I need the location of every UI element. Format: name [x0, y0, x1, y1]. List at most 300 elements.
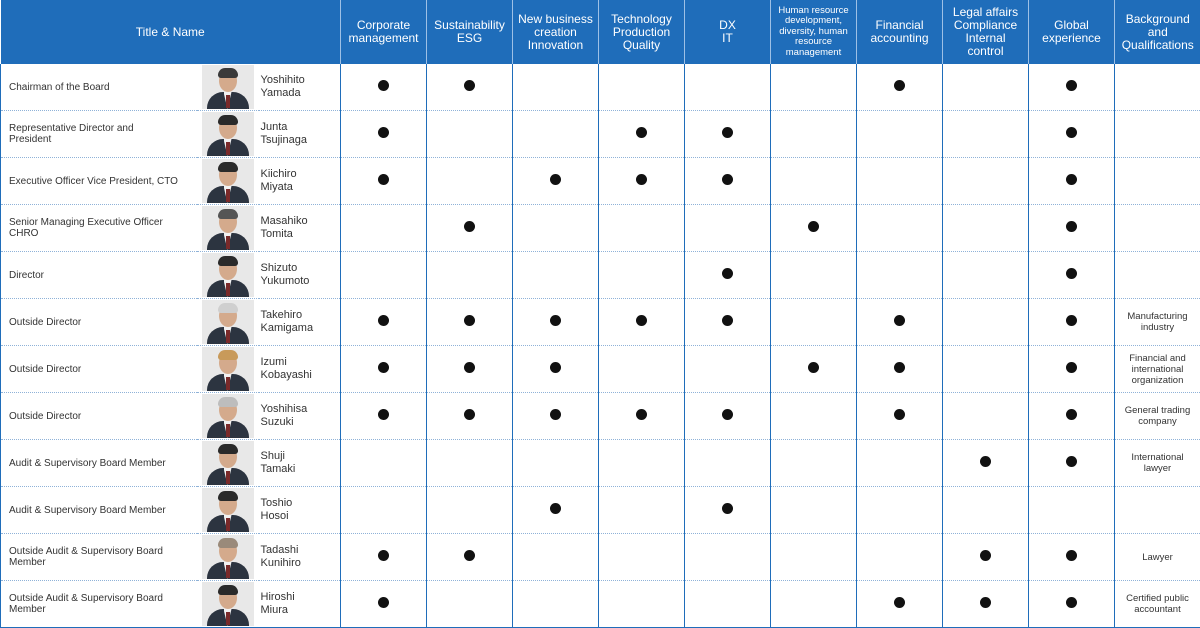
text-line: Miyata [260, 181, 293, 193]
skill-cell [427, 487, 513, 534]
portrait-hair [218, 585, 238, 595]
skill-cell [943, 252, 1029, 299]
portrait-tie [226, 565, 230, 578]
skill-dot-icon [1066, 597, 1077, 608]
skill-cell [427, 534, 513, 581]
skill-dot-icon [464, 362, 475, 373]
member-name [259, 440, 341, 487]
text-line: accounting [870, 31, 929, 45]
text-line: lawyer [1143, 463, 1172, 474]
text-line: Suzuki [260, 416, 294, 428]
skill-dot-icon [636, 127, 647, 138]
background-qualifications [1115, 393, 1200, 440]
skill-dot-icon [378, 315, 389, 326]
portrait-hair [218, 350, 238, 360]
skill-cell [599, 346, 685, 393]
skill-cell [771, 205, 857, 252]
skill-cell [857, 487, 943, 534]
skill-dot-icon [722, 409, 733, 420]
skill-cell [427, 346, 513, 393]
portrait-hair [218, 444, 238, 454]
text-line: Izumi [260, 356, 287, 368]
text-line: Outside Audit & Supervisory Board [9, 593, 163, 604]
skill-dot-icon [808, 221, 819, 232]
text-line: Audit & Supervisory Board Member [9, 504, 166, 516]
member-photo-cell [197, 487, 259, 534]
member-photo-cell [197, 252, 259, 299]
text-line: Chairman of the Board [9, 81, 110, 93]
table-row [1, 299, 1200, 346]
text-line: Tamaki [260, 463, 296, 475]
skill-cell [427, 581, 513, 628]
skill-cell [857, 534, 943, 581]
skill-dot-icon [464, 221, 475, 232]
skill-cell [943, 111, 1029, 158]
text-line: IT [722, 31, 733, 45]
text-line: New business [518, 11, 593, 26]
skill-cell [857, 393, 943, 440]
skill-cell [943, 158, 1029, 205]
text-line: Shizuto [260, 262, 298, 274]
member-title [1, 393, 197, 440]
skill-dot-icon [1066, 362, 1077, 373]
skill-cell [427, 393, 513, 440]
skill-dot-icon [980, 597, 991, 608]
skill-dot-icon [1066, 268, 1077, 279]
text-line: Representative Director and [9, 123, 134, 134]
member-title [1, 205, 197, 252]
skill-cell [857, 111, 943, 158]
text-line: Legal affairs [952, 5, 1019, 19]
text-line: Outside Director [9, 410, 82, 422]
skill-cell [513, 393, 599, 440]
skill-cell [341, 252, 427, 299]
member-portrait [202, 65, 254, 109]
table-row [1, 393, 1200, 440]
skill-dot-icon [464, 315, 475, 326]
skill-cell [341, 299, 427, 346]
skill-cell [513, 299, 599, 346]
skill-dot-icon [636, 315, 647, 326]
portrait-hair [218, 115, 238, 125]
portrait-tie [226, 236, 230, 249]
skill-cell [943, 393, 1029, 440]
skill-cell [857, 158, 943, 205]
skill-dot-icon [1066, 456, 1077, 467]
member-title [1, 64, 197, 111]
matrix-body [1, 64, 1200, 628]
text-line: Quality [622, 37, 661, 52]
skill-dot-icon [464, 80, 475, 91]
table-row [1, 158, 1200, 205]
skill-dot-icon [1066, 174, 1077, 185]
portrait-hair [218, 209, 238, 219]
skill-dot-icon [550, 409, 561, 420]
skill-cell [1029, 158, 1115, 205]
skill-dot-icon [378, 550, 389, 561]
skill-cell [685, 581, 771, 628]
background-qualifications [1115, 534, 1200, 581]
text-line: General trading [1124, 405, 1191, 416]
skill-cell [341, 111, 427, 158]
text-line: Innovation [527, 37, 584, 52]
text-line: Financial and [1129, 352, 1186, 364]
portrait-tie [226, 471, 230, 484]
member-name [259, 158, 341, 205]
text-line: international [1131, 363, 1184, 375]
skill-column-header [341, 0, 427, 64]
skill-cell [771, 440, 857, 487]
portrait-hair [218, 397, 238, 407]
portrait-hair [218, 68, 238, 78]
text-line: Lawyer [1142, 551, 1173, 563]
skill-cell [857, 346, 943, 393]
text-line: Masahiko [260, 215, 308, 227]
member-photo-cell [197, 299, 259, 346]
skill-cell [599, 440, 685, 487]
skill-cell [943, 487, 1029, 534]
portrait-tie [226, 330, 230, 343]
member-title [1, 252, 197, 299]
background-qualifications [1115, 64, 1200, 111]
skill-column-header [771, 0, 857, 64]
text-line: Certified public [1126, 593, 1189, 604]
skill-cell [1029, 487, 1115, 534]
text-line: Tsujinaga [260, 134, 307, 146]
member-photo-cell [197, 393, 259, 440]
member-portrait [202, 253, 254, 297]
skill-dot-icon [550, 174, 561, 185]
member-title [1, 158, 197, 205]
portrait-tie [226, 142, 230, 155]
skill-cell [685, 393, 771, 440]
skill-cell [771, 252, 857, 299]
skill-dot-icon [808, 362, 819, 373]
portrait-tie [226, 612, 230, 625]
portrait-tie [226, 377, 230, 390]
member-name [259, 581, 341, 628]
skill-cell [513, 111, 599, 158]
skill-dot-icon [722, 174, 733, 185]
skill-dot-icon [980, 456, 991, 467]
member-portrait [202, 394, 254, 438]
text-line: Kobayashi [260, 369, 312, 381]
portrait-hair [218, 538, 238, 548]
text-line: Kiichiro [260, 168, 297, 180]
skill-cell [599, 158, 685, 205]
text-line: Outside Audit & Supervisory Board [9, 546, 163, 557]
skill-cell [943, 440, 1029, 487]
text-line: and [1147, 24, 1168, 39]
member-title [1, 487, 197, 534]
text-line: Member [9, 557, 46, 568]
skill-column-header [685, 0, 771, 64]
skill-dot-icon [550, 315, 561, 326]
text-line: Yamada [260, 87, 301, 99]
member-photo-cell [197, 205, 259, 252]
skill-cell [427, 205, 513, 252]
text-line: development, [784, 15, 843, 27]
skill-cell [513, 158, 599, 205]
member-photo-cell [197, 64, 259, 111]
member-photo-cell [197, 158, 259, 205]
text-line: Junta [260, 121, 288, 133]
background-qualifications [1115, 487, 1200, 534]
portrait-hair [218, 491, 238, 501]
text-line: Director [9, 269, 45, 281]
skill-column-header [599, 0, 685, 64]
skill-dot-icon [722, 127, 733, 138]
member-photo-cell [197, 440, 259, 487]
skill-cell [685, 534, 771, 581]
member-name [259, 252, 341, 299]
skill-column-header [1029, 0, 1115, 64]
skill-cell [427, 111, 513, 158]
text-line: company [1138, 416, 1177, 427]
skill-cell [1029, 440, 1115, 487]
background-qualifications [1115, 252, 1200, 299]
skill-dot-icon [894, 315, 905, 326]
skill-dot-icon [378, 174, 389, 185]
portrait-hair [218, 303, 238, 313]
text-line: Executive Officer Vice President, CTO [9, 175, 178, 187]
skill-cell [685, 111, 771, 158]
skill-cell [943, 205, 1029, 252]
text-line: creation [534, 24, 577, 39]
skill-cell [857, 581, 943, 628]
skill-dot-icon [1066, 409, 1077, 420]
text-line: Shuji [260, 450, 285, 462]
table-row [1, 111, 1200, 158]
skill-cell [771, 581, 857, 628]
text-line: Kunihiro [260, 557, 301, 569]
member-portrait [202, 159, 254, 203]
skill-cell [341, 346, 427, 393]
text-line: Yoshihito [260, 74, 305, 86]
text-line: Sustainability [434, 18, 505, 32]
skill-dot-icon [1066, 221, 1077, 232]
skill-dot-icon [378, 127, 389, 138]
title-name-header: Title & Name [1, 0, 341, 64]
skill-cell [599, 487, 685, 534]
skill-cell [341, 487, 427, 534]
background-qualifications [1115, 111, 1200, 158]
skill-cell [599, 64, 685, 111]
text-line: Audit & Supervisory Board Member [9, 457, 166, 469]
text-line: diversity, human [779, 25, 848, 37]
skill-cell [685, 158, 771, 205]
background-qualifications [1115, 158, 1200, 205]
skill-cell [771, 534, 857, 581]
background-qualifications [1115, 440, 1200, 487]
text-line: CHRO [9, 228, 39, 239]
member-photo-cell [197, 581, 259, 628]
text-line: management [785, 46, 842, 58]
skill-dot-icon [894, 597, 905, 608]
member-name [259, 205, 341, 252]
text-line: Corporate [356, 18, 411, 32]
skill-cell [599, 534, 685, 581]
portrait-hair [218, 256, 238, 266]
skill-cell [857, 440, 943, 487]
skill-cell [1029, 581, 1115, 628]
member-title [1, 111, 197, 158]
text-line: accountant [1134, 604, 1181, 615]
portrait-tie [226, 95, 230, 108]
skill-cell [1029, 393, 1115, 440]
text-line: Toshio [260, 497, 293, 509]
portrait-tie [226, 283, 230, 296]
skill-column-header [513, 0, 599, 64]
text-line: experience [1042, 31, 1101, 45]
text-line: Background [1125, 11, 1190, 26]
skill-cell [341, 64, 427, 111]
skill-cell [513, 64, 599, 111]
skill-dot-icon [636, 409, 647, 420]
member-photo-cell [197, 111, 259, 158]
skill-dot-icon [1066, 127, 1077, 138]
skill-cell [341, 581, 427, 628]
text-line: Tomita [260, 228, 293, 240]
member-name [259, 299, 341, 346]
member-portrait [202, 347, 254, 391]
skill-cell [685, 487, 771, 534]
skill-cell [599, 299, 685, 346]
skill-dot-icon [378, 80, 389, 91]
skill-cell [1029, 346, 1115, 393]
skill-column-header [427, 0, 513, 64]
text-line: management [348, 31, 419, 45]
text-line: Global [1054, 18, 1089, 32]
text-line: International [1131, 452, 1184, 463]
skill-cell [771, 111, 857, 158]
text-line: organization [1131, 374, 1184, 386]
skill-dot-icon [894, 80, 905, 91]
member-portrait [202, 535, 254, 579]
text-line: Takehiro [260, 309, 303, 321]
member-portrait [202, 441, 254, 485]
background-qualifications [1115, 581, 1200, 628]
skill-cell [857, 205, 943, 252]
member-portrait [202, 488, 254, 532]
text-line: Manufacturing [1127, 311, 1188, 322]
skill-dot-icon [1066, 550, 1077, 561]
skill-cell [427, 64, 513, 111]
text-line: ESG [456, 31, 483, 45]
skill-cell [771, 393, 857, 440]
text-line: Technology [611, 11, 672, 26]
text-line: Yukumoto [260, 275, 310, 287]
text-line: Yoshihisa [260, 403, 308, 415]
skill-cell [341, 158, 427, 205]
table-row [1, 346, 1200, 393]
text-line: Human resource [778, 4, 849, 16]
text-line: Outside Director [9, 363, 82, 375]
skill-cell [341, 440, 427, 487]
skill-column-header [857, 0, 943, 64]
skill-cell [427, 252, 513, 299]
text-line: industry [1140, 322, 1175, 333]
table-row [1, 487, 1200, 534]
text-line: DX [719, 18, 736, 32]
skill-cell [1029, 534, 1115, 581]
skill-cell [685, 64, 771, 111]
skill-dot-icon [378, 409, 389, 420]
text-line: Compliance [953, 18, 1018, 32]
skill-cell [513, 205, 599, 252]
member-name [259, 111, 341, 158]
skill-cell [427, 299, 513, 346]
skill-dot-icon [722, 315, 733, 326]
skill-cell [771, 64, 857, 111]
skill-cell [599, 252, 685, 299]
portrait-hair [218, 162, 238, 172]
skill-dot-icon [980, 550, 991, 561]
text-line: resource [795, 36, 832, 48]
background-qualifications [1115, 346, 1200, 393]
skill-dot-icon [1066, 315, 1077, 326]
skill-cell [513, 252, 599, 299]
text-line: President [9, 134, 52, 145]
background-qualifications [1115, 205, 1200, 252]
text-line: Senior Managing Executive Officer [9, 217, 163, 228]
table-row [1, 581, 1200, 628]
skill-cell [1029, 111, 1115, 158]
skill-cell [857, 252, 943, 299]
skill-cell [599, 205, 685, 252]
text-line: Production [612, 24, 671, 39]
skill-cell [427, 158, 513, 205]
skill-dot-icon [550, 503, 561, 514]
skill-cell [771, 299, 857, 346]
skill-dot-icon [464, 409, 475, 420]
skill-cell [685, 440, 771, 487]
skill-cell [513, 581, 599, 628]
portrait-tie [226, 518, 230, 531]
portrait-tie [226, 424, 230, 437]
table-row [1, 252, 1200, 299]
member-name [259, 393, 341, 440]
skill-cell [513, 440, 599, 487]
skill-cell [341, 534, 427, 581]
skill-dot-icon [378, 597, 389, 608]
skill-cell [1029, 252, 1115, 299]
text-line: Financial [875, 18, 924, 32]
skill-dot-icon [722, 503, 733, 514]
skill-cell [1029, 64, 1115, 111]
skill-cell [771, 487, 857, 534]
table-row [1, 64, 1200, 111]
skill-cell [943, 581, 1029, 628]
skill-cell [685, 252, 771, 299]
skill-cell [943, 299, 1029, 346]
member-title [1, 534, 197, 581]
text-line: Outside Director [9, 316, 82, 328]
skill-cell [857, 299, 943, 346]
member-title [1, 299, 197, 346]
skill-cell [599, 393, 685, 440]
table-row [1, 534, 1200, 581]
skill-dot-icon [894, 409, 905, 420]
member-title [1, 346, 197, 393]
skill-cell [513, 487, 599, 534]
skill-cell [943, 534, 1029, 581]
member-portrait [202, 300, 254, 344]
skill-cell [943, 346, 1029, 393]
skill-cell [599, 111, 685, 158]
member-photo-cell [197, 534, 259, 581]
text-line: Internal [965, 31, 1006, 45]
